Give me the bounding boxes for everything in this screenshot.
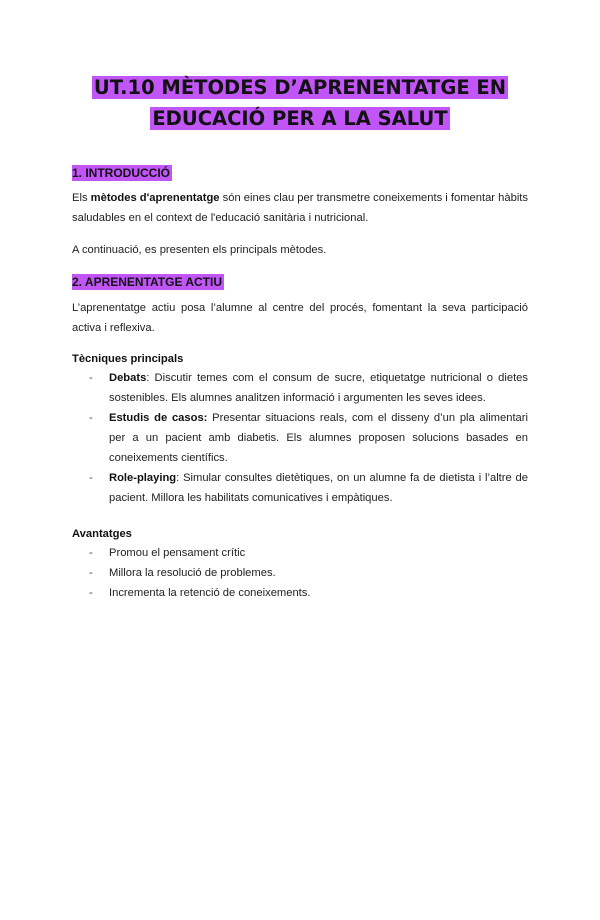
page-title xyxy=(72,72,528,134)
intro-bold-term: mètodes d'aprenentatge xyxy=(90,192,220,204)
section-heading-active-learning: 2. APRENENTATGE ACTIU xyxy=(72,275,223,289)
title-line-2: EDUCACIÓ PER A LA SALUT xyxy=(152,107,448,130)
intro-paragraph: Els mètodes d'aprenentatge són eines clau per transmetre coneixements i fomentar hàbits saludables en el context de l'educació sanitària i nutricional. xyxy=(72,192,529,224)
section-heading-introduction: 1. INTRODUCCIÓ xyxy=(72,166,171,180)
list-item: - Role-playing: Simular consultes dietètiques, on un alumne fa de dietista i l’altre de pacient. Millora les habilitats comunicatives i empàtiques. xyxy=(89,472,528,504)
advantages-list xyxy=(72,543,528,603)
techniques-list xyxy=(72,368,528,508)
intro-paragraph-2: A continuació, es presenten els principals mètodes. xyxy=(72,244,327,256)
title-line-1: UT.10 MÈTODES D’APRENENTATGE EN xyxy=(93,76,507,99)
document-page xyxy=(0,72,600,920)
list-item: - Promou el pensament crític xyxy=(89,547,246,559)
list-item: - Millora la resolució de problemes. xyxy=(89,567,276,579)
techniques-heading: Tècniques principals xyxy=(72,353,184,365)
active-learning-paragraph: L’aprenentatge actiu posa l’alumne al centre del procés, fomentant la seva participació activa i reflexiva. xyxy=(72,302,528,334)
advantages-heading: Avantatges xyxy=(72,528,132,540)
list-item: - Incrementa la retenció de coneixements. xyxy=(89,587,311,599)
list-item: - Estudis de casos: Presentar situacions reals, com el disseny d’un pla alimentari per a un pacient amb diabetis. Els alumnes proposen solucions basades en coneixements científics. xyxy=(89,412,528,464)
list-item: - Debats: Discutir temes com el consum de sucre, etiquetatge nutricional o dietes sostenibles. Els alumnes analitzen informació i argumenten les seves idees. xyxy=(89,372,528,404)
